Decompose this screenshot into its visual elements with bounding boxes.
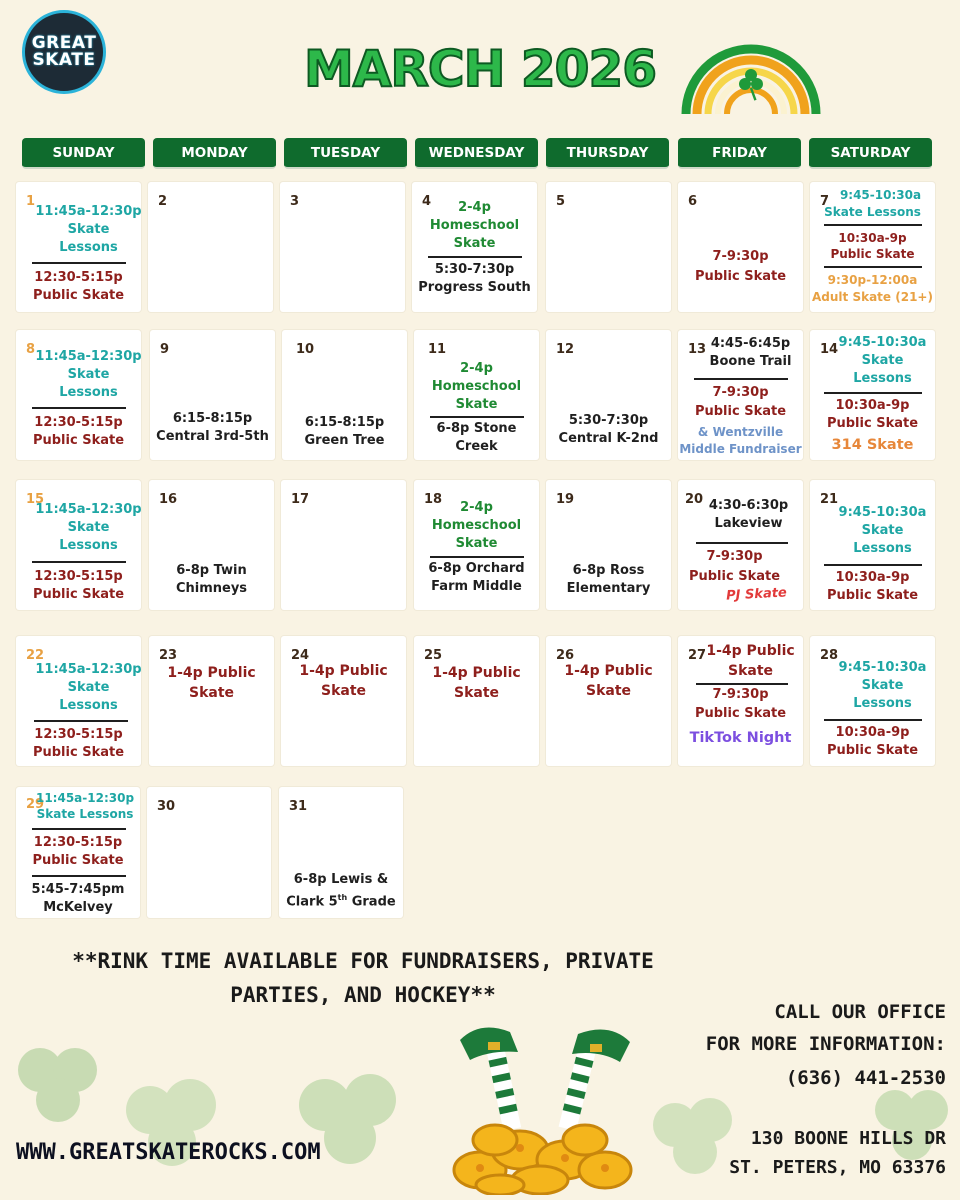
event-time: 11:45a-12:30p: [35, 662, 142, 677]
weekday-header-thursday: THURSDAY: [546, 138, 669, 169]
event-divider: [430, 556, 524, 558]
event-label: Public Skate: [830, 247, 915, 261]
event-time: 1-4p Public: [167, 665, 256, 681]
event-time: 6-8p Twin: [176, 563, 247, 578]
event-time: 5:45-7:45pm: [31, 882, 125, 897]
day-cell-1[interactable]: [16, 182, 141, 312]
event-location: Clark 5th Grade: [286, 893, 396, 910]
day-cell-15[interactable]: [16, 480, 141, 610]
day-number: 25: [424, 648, 443, 663]
day-number: 6: [688, 194, 698, 209]
event-time: 9:45-10:30a: [839, 188, 922, 202]
day-cell-22[interactable]: [16, 636, 141, 766]
day-cell-3[interactable]: [280, 182, 405, 312]
event-label: Skate: [455, 397, 498, 412]
day-cell-25[interactable]: [414, 636, 539, 766]
event-divider: [32, 407, 126, 409]
day-number: 30: [157, 799, 176, 814]
event-label: Skate: [727, 663, 774, 679]
rainbow-shamrock-icon: [678, 18, 824, 116]
event-time: 10:30a-9p: [835, 725, 910, 740]
day-number: 19: [556, 492, 575, 507]
great-skate-logo: [22, 10, 106, 94]
event-location: 6-8p Lewis &: [293, 872, 389, 887]
day-cell-16[interactable]: [149, 480, 274, 610]
event-note: TikTok Night: [689, 730, 792, 746]
logo-text-line1: GREAT: [31, 33, 97, 53]
event-time: 1-4p Public: [564, 663, 653, 679]
event-label: Skate: [455, 536, 498, 551]
event-label: Progress South: [418, 280, 531, 295]
event-label: Central 3rd-5th: [156, 429, 269, 444]
event-label: Public Skate: [32, 853, 124, 868]
day-number: 31: [289, 799, 308, 814]
event-label: Public Skate: [694, 404, 787, 419]
event-divider: [428, 256, 522, 258]
event-label: Lessons: [59, 240, 118, 255]
event-divider: [32, 262, 126, 264]
event-label: Skate: [67, 222, 110, 237]
day-number: 15: [26, 492, 45, 507]
day-cell-6[interactable]: [678, 182, 803, 312]
event-label: Public Skate: [32, 288, 125, 303]
event-time: 6:15-8:15p: [304, 415, 385, 430]
day-number: 20: [685, 492, 704, 507]
event-divider: [32, 875, 126, 877]
leprechaun-gold-icon: [440, 1020, 650, 1195]
event-label: Lakeview: [714, 516, 783, 531]
day-cell-14[interactable]: [810, 330, 935, 460]
event-time: 2-4p: [460, 361, 493, 376]
weekday-header-wednesday: WEDNESDAY: [415, 138, 538, 169]
event-time: 5:30-7:30p: [434, 262, 515, 277]
day-number: 1: [26, 194, 36, 209]
day-cell-17[interactable]: [281, 480, 406, 610]
day-number: 12: [556, 342, 575, 357]
event-label: Lessons: [59, 698, 118, 713]
event-label: Lessons: [59, 385, 118, 400]
day-cell-11[interactable]: [414, 330, 539, 460]
day-number: 17: [291, 492, 310, 507]
day-cell-10[interactable]: [282, 330, 407, 460]
event-time: 10:30a-9p: [838, 231, 907, 245]
event-label: Public Skate: [826, 588, 919, 603]
day-number: 21: [820, 492, 839, 507]
event-label: Skate: [453, 236, 496, 251]
event-label: Skate: [67, 520, 110, 535]
day-number: 13: [688, 342, 707, 357]
weekday-header-tuesday: TUESDAY: [284, 138, 407, 169]
event-time: 1-4p Public: [299, 663, 388, 679]
event-label: Skate: [861, 678, 904, 693]
event-divider: [430, 416, 524, 418]
day-cell-29[interactable]: [16, 787, 140, 918]
event-divider: [696, 683, 788, 685]
event-time: 1-4p Public: [706, 643, 795, 659]
day-cell-23[interactable]: [149, 636, 274, 766]
event-label: Lessons: [853, 696, 912, 711]
event-label: Adult Skate (21+): [812, 290, 933, 304]
day-number: 11: [428, 342, 447, 357]
day-cell-28[interactable]: [810, 636, 935, 766]
event-label: Homeschool: [429, 218, 520, 233]
event-note: PJ Skate: [725, 585, 788, 604]
event-time: 5:30-7:30p: [568, 413, 649, 428]
day-number: 26: [556, 648, 575, 663]
event-time: 7-9:30p: [712, 249, 769, 264]
event-label: Public Skate: [32, 587, 125, 602]
event-label: Skate: [585, 683, 632, 699]
event-divider: [824, 266, 922, 268]
phone-number[interactable]: (636) 441-2530: [785, 1067, 946, 1089]
day-number: 24: [291, 648, 310, 663]
weekday-header-friday: FRIDAY: [678, 138, 801, 169]
event-time: 7-9:30p: [712, 385, 769, 400]
day-cell-24[interactable]: [281, 636, 406, 766]
weekday-header-sunday: SUNDAY: [22, 138, 145, 169]
event-label: Homeschool: [431, 518, 522, 533]
day-number: 23: [159, 648, 178, 663]
day-number: 27: [688, 648, 707, 663]
event-time: 6:15-8:15p: [172, 411, 253, 426]
day-cell-2[interactable]: [148, 182, 273, 312]
day-cell-31[interactable]: [279, 787, 403, 918]
day-number: 2: [158, 194, 168, 209]
event-label: Public Skate: [694, 706, 787, 721]
day-cell-26[interactable]: [546, 636, 671, 766]
event-divider: [694, 378, 788, 380]
event-label: McKelvey: [43, 900, 113, 915]
weekday-header-saturday: SATURDAY: [809, 138, 932, 169]
event-time: 9:45-10:30a: [838, 505, 927, 520]
event-time: 9:45-10:30a: [838, 660, 927, 675]
event-note: & Wentzville: [697, 425, 784, 439]
day-cell-13[interactable]: [678, 330, 803, 460]
event-divider: [32, 828, 126, 830]
event-label: Public Skate: [32, 433, 125, 448]
event-label: Farm Middle: [431, 579, 522, 594]
event-label: Public Skate: [826, 416, 919, 431]
page-title: MARCH 2026: [303, 40, 657, 98]
logo-text-line2: SKATE: [32, 50, 96, 70]
website-link[interactable]: WWW.GREATSKATEROCKS.COM: [16, 1140, 321, 1165]
contact-info: CALL OUR OFFICE FOR MORE INFORMATION: (636) 441-2530: [640, 996, 946, 1094]
event-label: Chimneys: [175, 581, 248, 596]
day-cell-20[interactable]: [678, 480, 803, 610]
event-label: Skate: [861, 523, 904, 538]
day-number: 14: [820, 342, 839, 357]
event-time: 11:45a-12:30p: [35, 502, 142, 517]
event-time: 11:45a-12:30p: [35, 204, 142, 219]
event-label: Public Skate: [32, 745, 125, 760]
weekday-header-monday: MONDAY: [153, 138, 276, 169]
event-label: Public Skate: [694, 269, 787, 284]
event-label: Skate: [453, 685, 500, 701]
day-cell-30[interactable]: [147, 787, 271, 918]
event-label: Lessons: [853, 371, 912, 386]
event-label: Creek: [455, 439, 498, 454]
event-label: Skate Lessons: [824, 205, 921, 219]
day-number: 9: [160, 342, 170, 357]
day-cell-7[interactable]: [810, 182, 935, 312]
event-label: Central K-2nd: [558, 431, 659, 446]
event-time: 12:30-5:15p: [34, 415, 123, 430]
event-label: Public Skate: [688, 569, 781, 584]
day-number: 16: [159, 492, 178, 507]
event-time: 1-4p Public: [432, 665, 521, 681]
event-time: 7-9:30p: [712, 687, 769, 702]
day-cell-21[interactable]: [810, 480, 935, 610]
event-divider: [824, 224, 922, 226]
event-label: Homeschool: [431, 379, 522, 394]
day-number: 7: [820, 194, 830, 209]
day-cell-18[interactable]: [414, 480, 539, 610]
event-note: Middle Fundraiser: [679, 442, 802, 456]
event-time: 9:30p-12:00a: [827, 273, 918, 287]
event-divider: [824, 564, 922, 566]
event-time: 6-8p Ross: [572, 563, 645, 578]
event-time: 12:30-5:15p: [34, 569, 123, 584]
day-number: 10: [296, 342, 315, 357]
event-label: Public Skate: [826, 743, 919, 758]
day-cell-19[interactable]: [546, 480, 671, 610]
event-divider: [696, 542, 788, 544]
event-time: 12:30-5:15p: [34, 727, 123, 742]
event-time: 7-9:30p: [706, 549, 763, 564]
event-label: Skate: [861, 353, 904, 368]
event-note: 314 Skate: [831, 437, 914, 453]
day-cell-27[interactable]: [678, 636, 803, 766]
day-number: 4: [422, 194, 432, 209]
event-divider: [824, 392, 922, 394]
event-time: 2-4p: [458, 200, 491, 215]
day-number: 8: [26, 342, 36, 357]
event-label: Green Tree: [304, 433, 385, 448]
event-label: Skate: [67, 680, 110, 695]
day-cell-5[interactable]: [546, 182, 671, 312]
day-cell-12[interactable]: [546, 330, 671, 460]
event-label: Skate Lessons: [36, 807, 134, 821]
event-divider: [824, 719, 922, 721]
day-number: 29: [26, 797, 45, 812]
event-time: 12:30-5:15p: [33, 835, 123, 850]
event-time: 11:45a-12:30p: [35, 791, 135, 805]
address: 130 BOONE HILLS DR ST. PETERS, MO 63376: [729, 1128, 946, 1178]
event-divider: [32, 561, 126, 563]
event-label: Boone Trail: [709, 354, 792, 369]
event-time: 10:30a-9p: [835, 398, 910, 413]
event-time: 6-8p Orchard: [428, 561, 525, 576]
event-label: Skate: [320, 683, 367, 699]
event-label: Lessons: [59, 538, 118, 553]
day-number: 18: [424, 492, 443, 507]
day-cell-9[interactable]: [150, 330, 275, 460]
clover-decoration-icon: [0, 1030, 120, 1140]
day-number: 5: [556, 194, 566, 209]
event-label: Skate: [188, 685, 235, 701]
event-time: 6-8p Stone: [436, 421, 517, 436]
day-number: 28: [820, 648, 839, 663]
event-time: 10:30a-9p: [835, 570, 910, 585]
event-time: 12:30-5:15p: [34, 270, 123, 285]
event-label: Skate: [67, 367, 110, 382]
event-divider: [34, 720, 128, 722]
event-time: 2-4p: [460, 500, 493, 515]
event-label: Lessons: [853, 541, 912, 556]
day-number: 3: [290, 194, 300, 209]
rink-availability-note: **RINK TIME AVAILABLE FOR FUNDRAISERS, PRIVATE PARTIES, AND HOCKEY**: [72, 949, 654, 1007]
day-cell-4[interactable]: [412, 182, 537, 312]
event-time: 11:45a-12:30p: [35, 349, 142, 364]
event-label: Elementary: [566, 581, 651, 596]
event-time: 4:45-6:45p: [710, 336, 791, 351]
day-number: 22: [26, 648, 45, 663]
event-time: 4:30-6:30p: [708, 498, 789, 513]
event-time: 9:45-10:30a: [838, 335, 927, 350]
day-cell-8[interactable]: [16, 330, 141, 460]
